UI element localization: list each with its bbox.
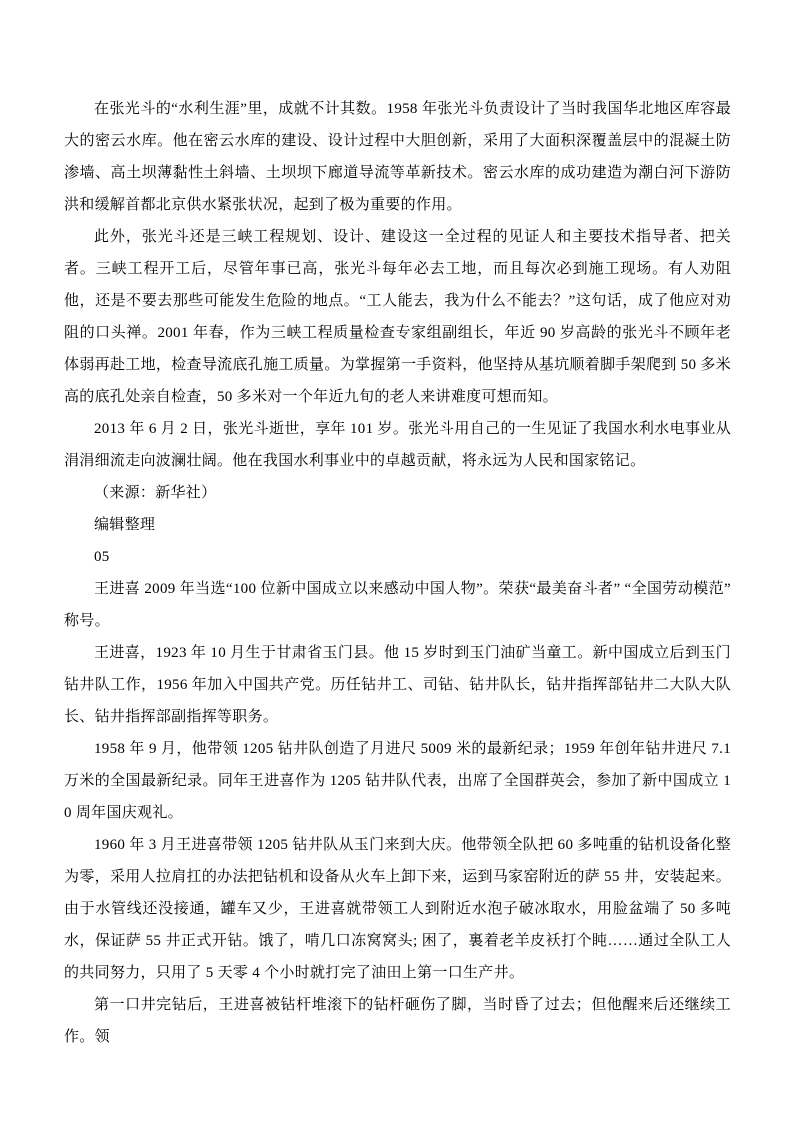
paragraph-1: 在张光斗的“水利生涯”里，成就不计其数。1958 年张光斗负责设计了当时我国华北地区库容最大的密云水库。他在密云水库的建设、设计过程中大胆创新，采用了大面积深覆盖层中的混凝土防渗墙、高土坝薄黏性土斜墙、土坝坝下廊道导流等革新技术。密云水库的成功建造为潮白河下游防洪和缓解首都北京供水紧张状况，起到了极为重要的作用。 — [64, 101, 731, 213]
document-body — [64, 93, 731, 1053]
paragraph-3: 2013 年 6 月 2 日，张光斗逝世，享年 101 岁。张光斗用自己的一生见证了我国水利水电事业从涓涓细流走向波澜壮阔。他在我国水利事业中的卓越贡献，将永远为人民和国家铭记。 — [64, 421, 731, 469]
paragraph-6: 05 — [94, 549, 110, 565]
paragraph-7: 王进喜 2009 年当选“100 位新中国成立以来感动中国人物”。荣获“最美奋斗者” “全国劳动模范”称号。 — [64, 581, 731, 629]
paragraph-5: 编辑整理 — [94, 517, 156, 533]
paragraph-9: 1958 年 9 月，他带领 1205 钻井队创造了月进尺 5009 米的最新纪录；1959 年创年钻井进尺 7.1 万米的全国最新纪录。同年王进喜作为 1205 钻井队代表，出席了全国群英会，参加了新中国成立 10 周年国庆观礼。 — [64, 741, 731, 821]
paragraph-2: 此外，张光斗还是三峡工程规划、设计、建设这一全过程的见证人和主要技术指导者、把关者。三峡工程开工后，尽管年事已高，张光斗每年必去工地，而且每次必到施工现场。有人劝阻他，还是不要去那些可能发生危险的地点。“工人能去，我为什么不能去？”这句话，成了他应对劝阻的口头禅。2001 年春，作为三峡工程质量检查专家组副组长，年近 90 岁高龄的张光斗不顾年老体弱再赴工地，检查导流底孔施工质量。为掌握第一手资料，他坚持从基坑顺着脚手架爬到 50 多米高的底孔处亲自检查，50 多米对一个年近九旬的老人来讲难度可想而知。 — [64, 229, 731, 405]
paragraph-4: （来源：新华社） — [94, 485, 217, 501]
paragraph-10: 1960 年 3 月王进喜带领 1205 钻井队从玉门来到大庆。他带领全队把 60 多吨重的钻机设备化整为零，采用人拉肩扛的办法把钻机和设备从火车上卸下来，运到马家窑附近的萨 55 井，安装起来。由于水管线还没接通，罐车又少，王进喜就带领工人到附近水泡子破冰取水，用脸盆端了 50 多吨水，保证萨 55 井正式开钻。饿了，啃几口冻窝窝头; 困了，裏着老羊皮袄打个盹……通过全队工人的共同努力，只用了 5 天零 4 个小时就打完了油田上第一口生产井。 — [64, 837, 731, 981]
paragraph-11: 第一口井完钻后，王进喜被钻杆堆滚下的钻杆砸伤了脚，当时昏了过去；但他醒来后还继续工作。领 — [64, 997, 731, 1045]
paragraph-8: 王进喜，1923 年 10 月生于甘肃省玉门县。他 15 岁时到玉门油矿当童工。新中国成立后到玉门钻井队工作，1956 年加入中国共产党。历任钻井工、司钻、钻井队长，钻井指挥部钻井二大队大队长、钻井指挥部副指挥等职务。 — [64, 645, 731, 725]
